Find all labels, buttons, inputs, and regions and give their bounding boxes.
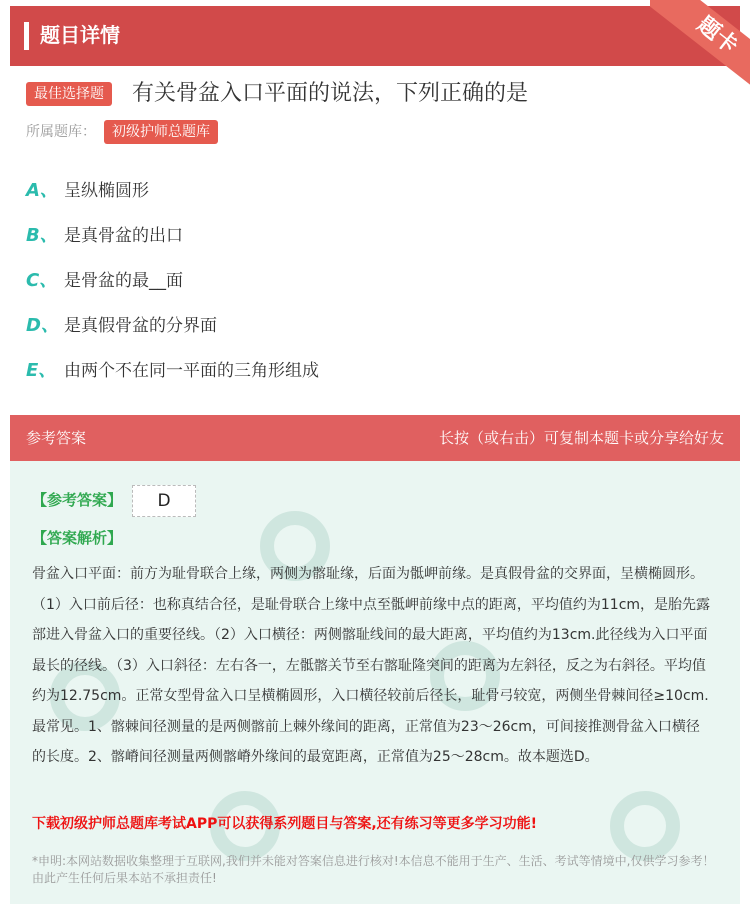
- option-item[interactable]: [26, 172, 726, 217]
- header-accent-bar: [24, 22, 29, 50]
- option-text: 是真假骨盆的分界面: [64, 316, 217, 336]
- watermark-logo: [610, 791, 680, 861]
- option-item[interactable]: [26, 217, 726, 262]
- reference-header: [10, 415, 740, 461]
- explanation-label: 【答案解析】: [32, 529, 123, 547]
- share-hint: 长按（或右击）可复制本题卡或分享给好友: [438, 429, 724, 447]
- options-list: [26, 172, 726, 397]
- reference-title: 参考答案: [26, 429, 87, 447]
- option-item[interactable]: [26, 307, 726, 352]
- option-text: 呈纵椭圆形: [64, 181, 149, 201]
- option-item[interactable]: [26, 262, 726, 307]
- option-letter: D、: [26, 315, 59, 336]
- answer-label: 【参考答案】: [32, 491, 123, 509]
- reference-body: [10, 461, 740, 904]
- explanation-text: 骨盆入口平面：前方为耻骨联合上缘，两侧为髂耻缘，后面为骶岬前缘。是真假骨盆的交界面，呈横椭圆形。（1）入口前后径：也称真结合径，是耻骨联合上缘中点至骶岬前缘中点的距离，平均值约为11cm，是胎先露部进入骨盆入口的重要径线。（2）入口横径：两侧髂耻线间的最大距离，平均值约为13cm.此径线为入口平面最长的径线。（3）入口斜径：左右各一，左骶髂关节至右髂耻隆突间的距离为左斜径，反之为右斜径。平均值约为12.75cm。正常女型骨盆入口呈横椭圆形，入口横径较前后径长，耻骨弓较宽，两侧坐骨棘间径≥10cm.最常见。1、髂棘间径测量的是两侧髂前上棘外缘间的距离，正常值为23～26cm，可间接推测骨盆入口横径的长度。2、髂嵴间径测量两侧髂嵴外缘间的最宽距离，正常值为25～28cm。故本题选D。: [32, 566, 711, 765]
- page-header: [10, 6, 740, 66]
- page-title: 题目详情: [40, 23, 120, 47]
- option-item[interactable]: [26, 352, 726, 397]
- option-letter: B、: [26, 225, 58, 246]
- question-text: 有关骨盆入口平面的说法，下列正确的是: [132, 81, 529, 106]
- ribbon-label: 题卡: [650, 0, 750, 90]
- option-letter: C、: [26, 270, 58, 291]
- option-letter: A、: [26, 180, 58, 201]
- option-letter: E、: [26, 360, 57, 381]
- option-text: 由两个不在同一平面的三角形组成: [64, 361, 319, 381]
- question-type-badge: 最佳选择题: [26, 82, 112, 106]
- option-text: 是真骨盆的出口: [64, 226, 183, 246]
- disclaimer-text: *申明:本网站数据收集整理于互联网,我们并未能对答案信息进行核对!本信息不能用于生产、生活、考试等情境中,仅供学习参考！由此产生任何后果本站不承担责任!: [32, 854, 715, 885]
- bank-label: 所属题库：: [26, 124, 96, 140]
- app-download-link[interactable]: 下载初级护师总题库考试APP可以获得系列题目与答案,还有练习等更多学习功能!: [32, 816, 538, 832]
- option-text: 是骨盆的最__面: [64, 271, 183, 291]
- bank-link[interactable]: 初级护师总题库: [104, 120, 218, 144]
- answer-value: D: [132, 485, 196, 517]
